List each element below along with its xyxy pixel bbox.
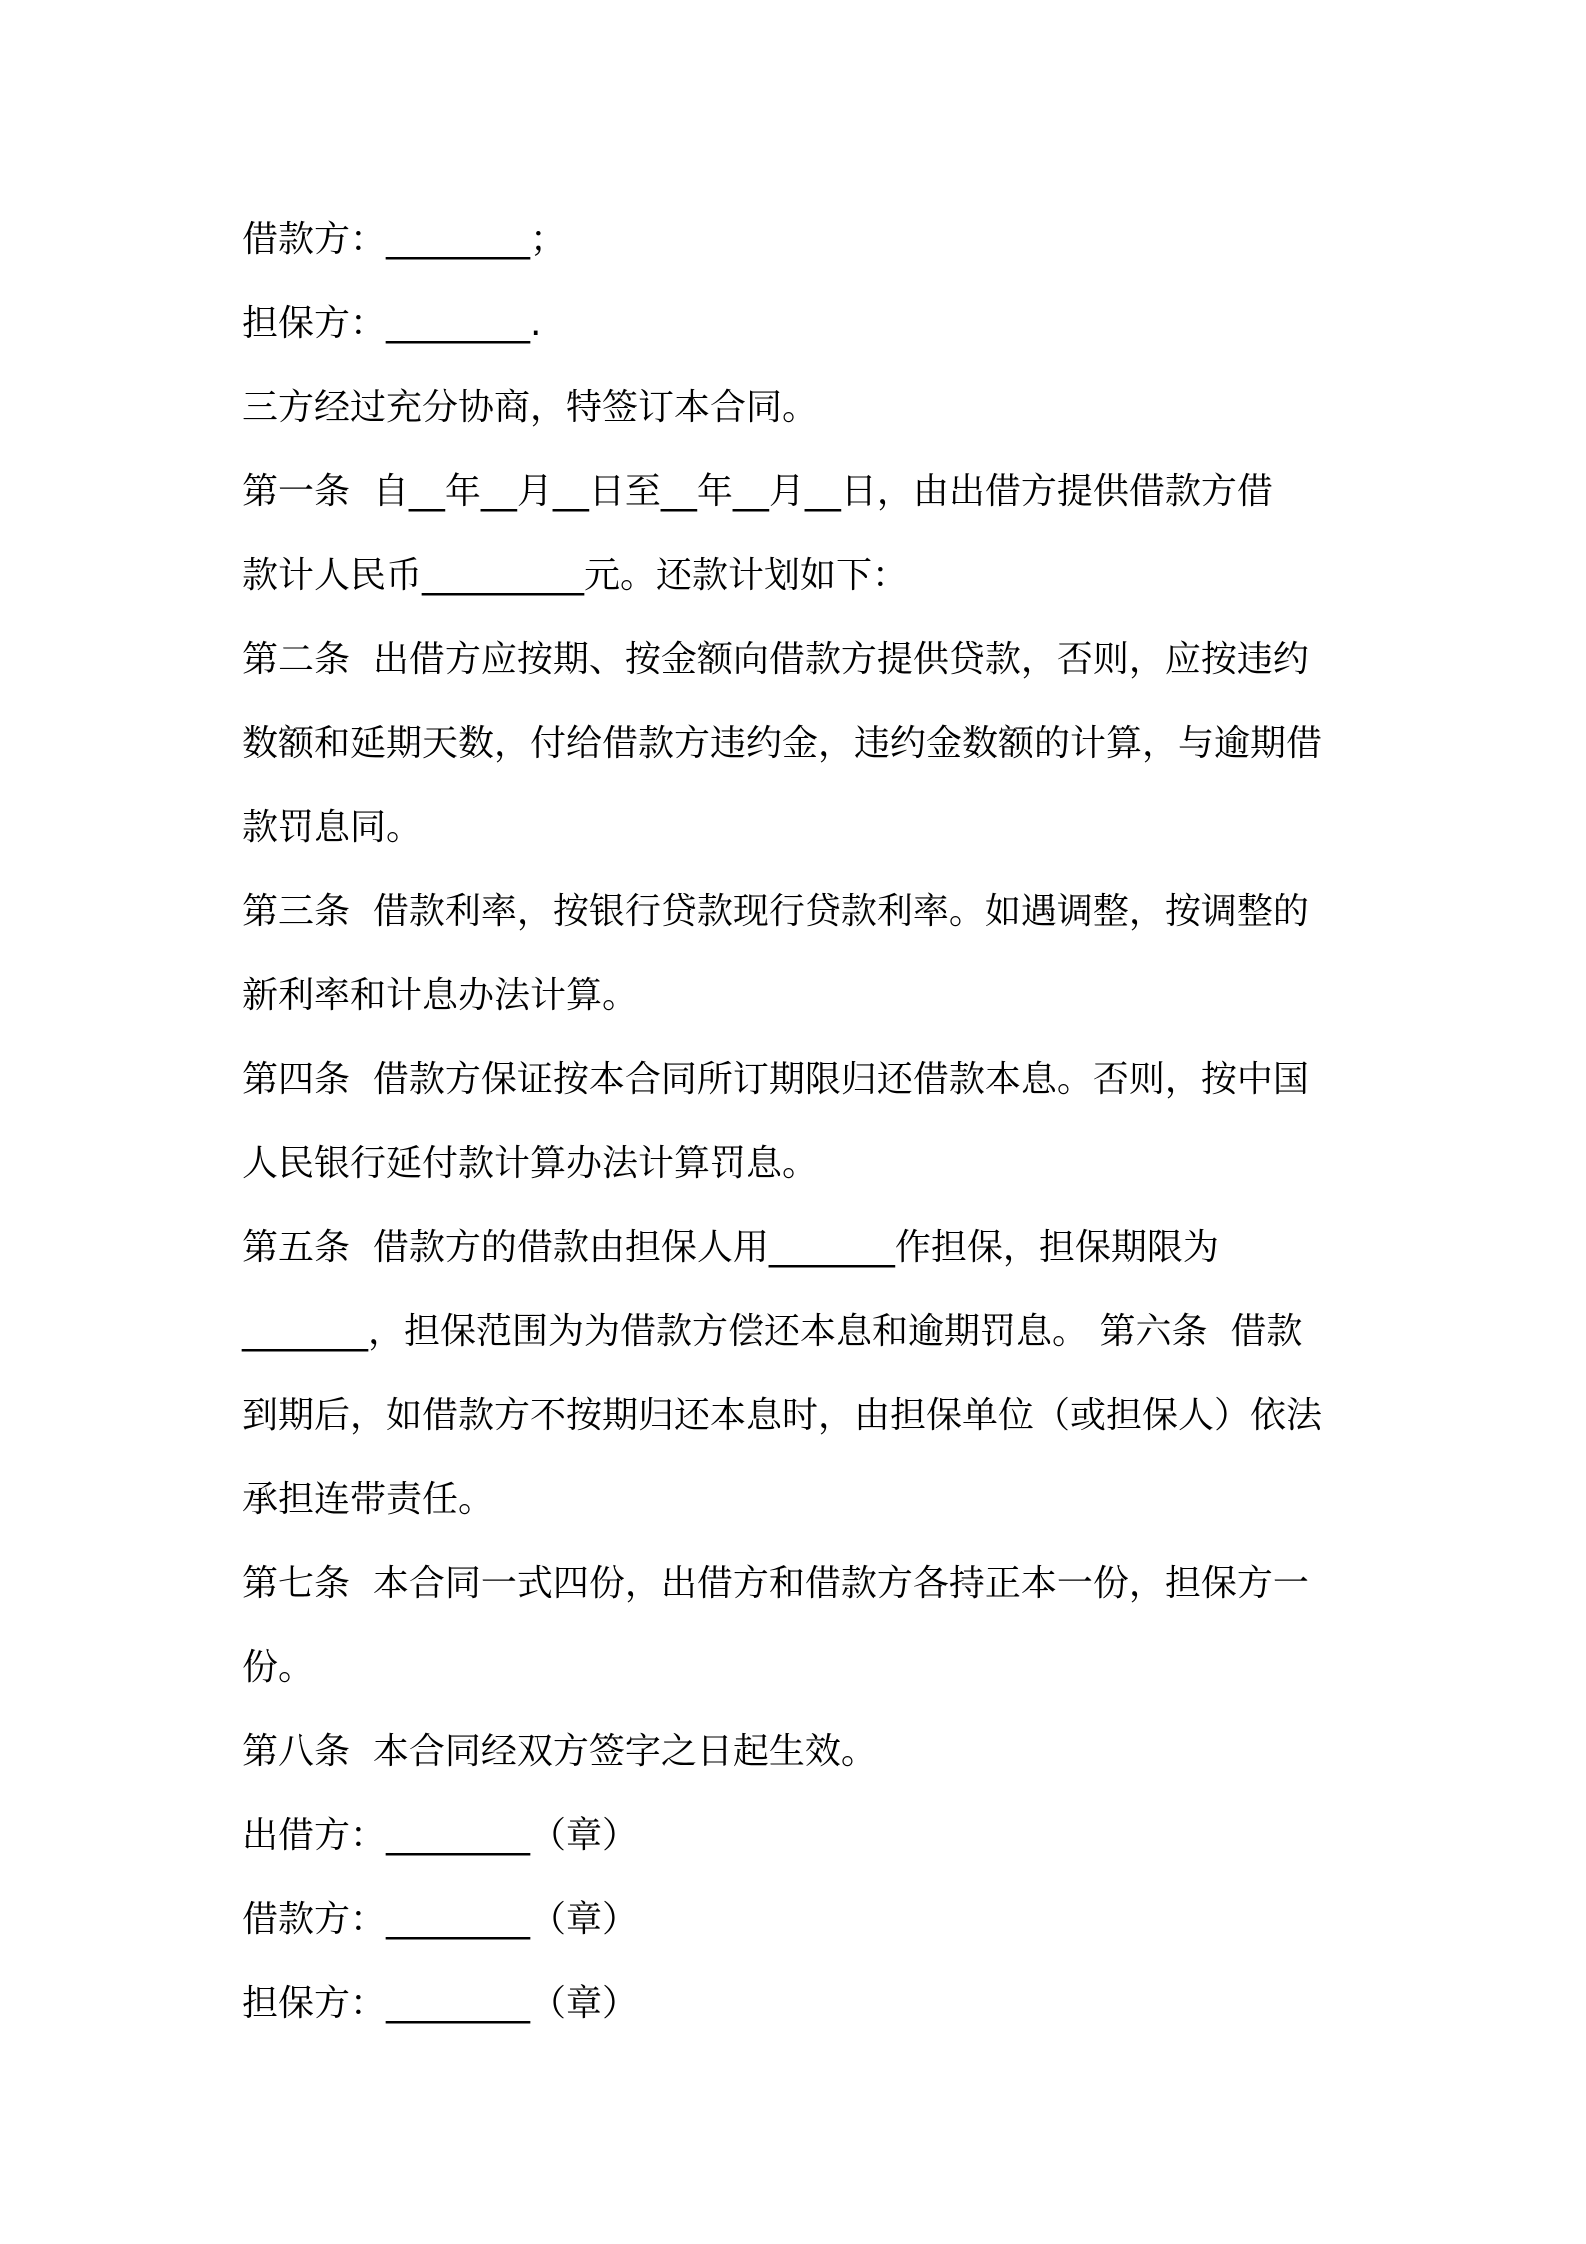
article-5-line-2: _______，担保范围为为借款方偿还本息和逾期罚息。 第六条 借款 — [242, 1311, 1303, 1352]
article-1-line-2: 款计人民币_________元。还款计划如下： — [242, 555, 909, 596]
article-1-line-1: 第一条 自__年__月__日至__年__月__日，由出借方提供借款方借 — [242, 471, 1273, 512]
article-2-line-2: 数额和延期天数，付给借款方违约金，违约金数额的计算，与逾期借 — [242, 723, 1323, 764]
article-7-line-1: 第七条 本合同一式四份，出借方和借款方各持正本一份，担保方一 — [242, 1563, 1309, 1604]
article-6-line-2: 承担连带责任。 — [242, 1479, 495, 1520]
contract-body — [242, 198, 1354, 2046]
guarantor-line: 担保方：________. — [242, 303, 542, 344]
article-7-line-2: 份。 — [242, 1647, 315, 1688]
borrower-line: 借款方：________； — [242, 219, 567, 260]
article-4-line-1: 第四条 借款方保证按本合同所订期限归还借款本息。否则，按中国 — [242, 1059, 1309, 1100]
guarantor-signature-line: 担保方：________（章） — [242, 1983, 639, 2024]
article-2-line-1: 第二条 出借方应按期、按金额向借款方提供贷款，否则，应按违约 — [242, 639, 1309, 680]
article-3-line-2: 新利率和计息办法计算。 — [242, 975, 639, 1016]
article-8-line: 第八条 本合同经双方签字之日起生效。 — [242, 1731, 877, 1772]
agreement-intro-line: 三方经过充分协商，特签订本合同。 — [242, 387, 819, 428]
borrower-signature-line: 借款方：________（章） — [242, 1899, 639, 1940]
article-5-line-1: 第五条 借款方的借款由担保人用_______作担保，担保期限为 — [242, 1227, 1219, 1268]
article-2-line-3: 款罚息同。 — [242, 807, 423, 848]
article-4-line-2: 人民银行延付款计算办法计算罚息。 — [242, 1143, 819, 1184]
lender-signature-line: 出借方：________（章） — [242, 1815, 639, 1856]
article-6-line-1: 到期后，如借款方不按期归还本息时，由担保单位（或担保人）依法 — [242, 1395, 1323, 1436]
article-3-line-1: 第三条 借款利率，按银行贷款现行贷款利率。如遇调整，按调整的 — [242, 891, 1309, 932]
